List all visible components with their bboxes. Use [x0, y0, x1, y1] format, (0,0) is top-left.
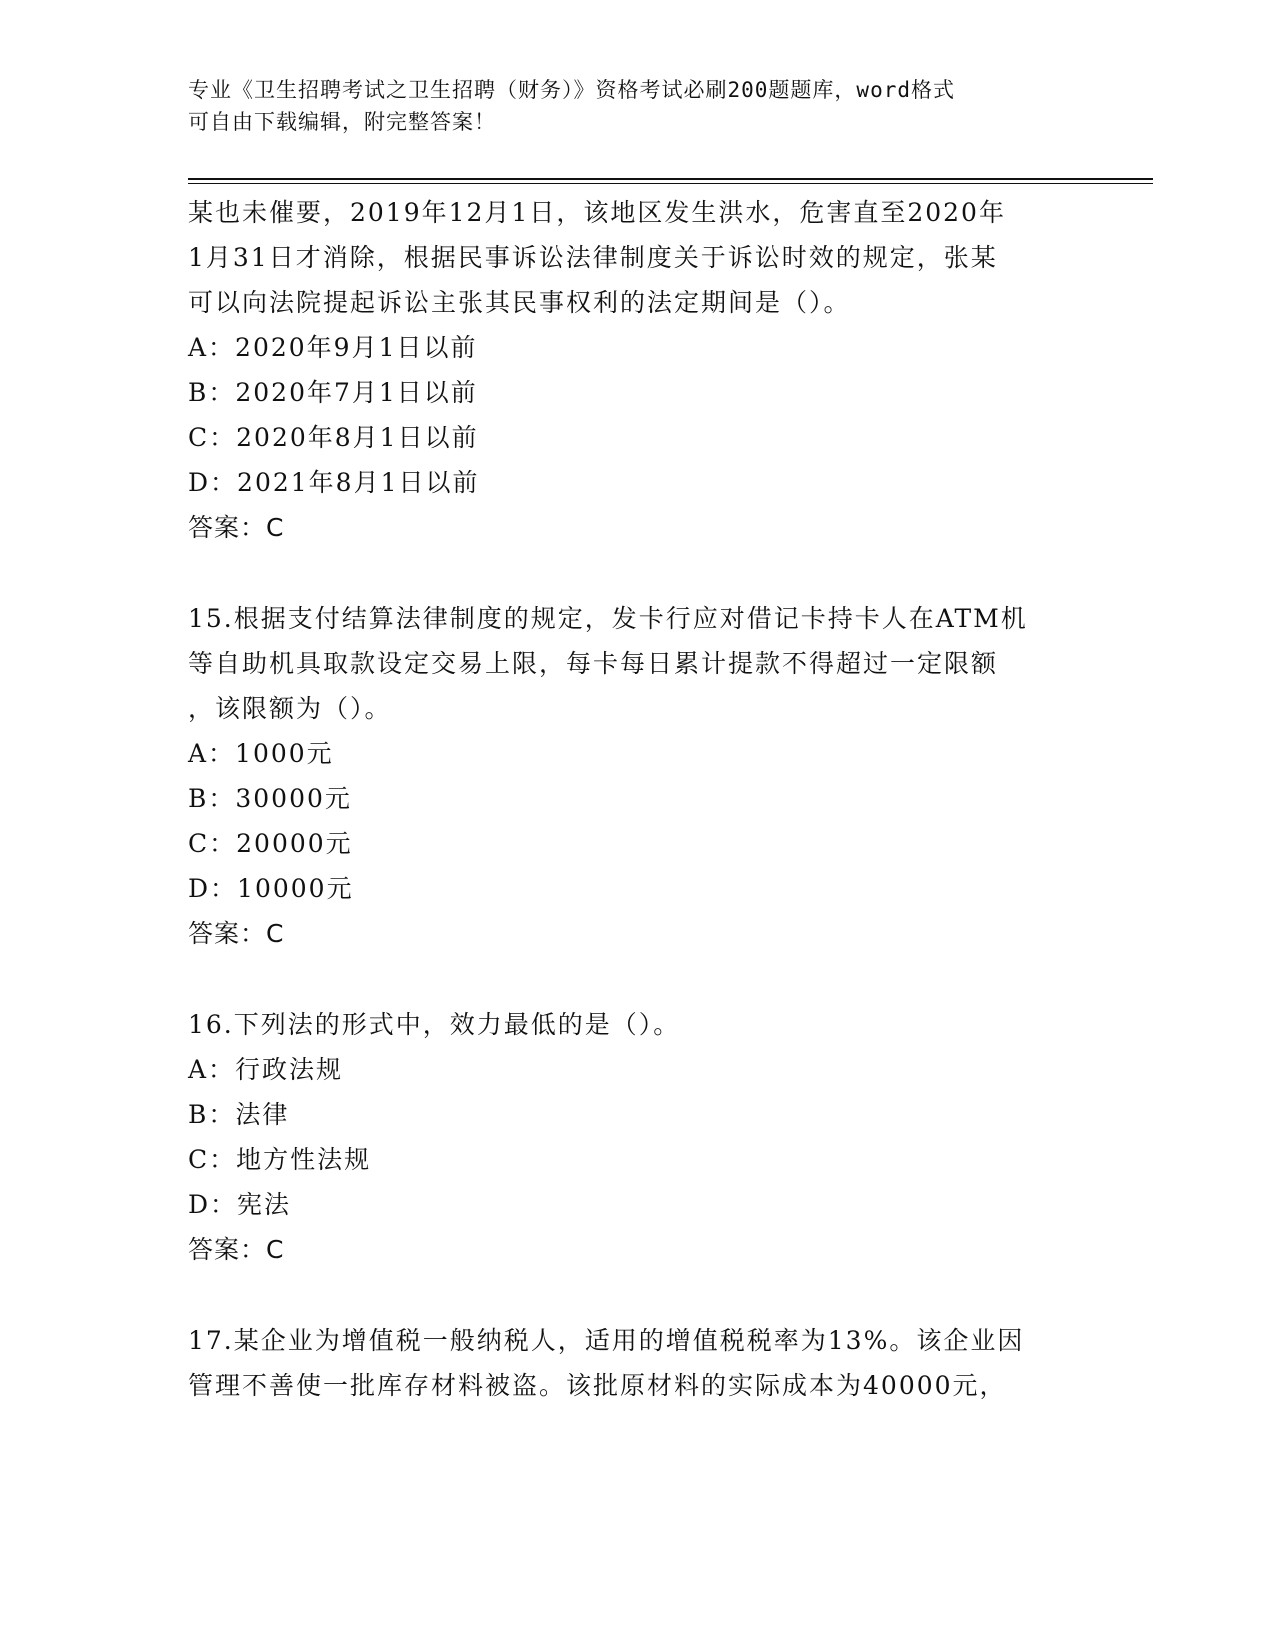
header-rule-thin — [188, 183, 1153, 184]
question-text-line: 管理不善使一批库存材料被盗。该批原材料的实际成本为40000元， — [188, 1371, 1007, 1400]
question-text-line: 1月31日才消除，根据民事诉讼法律制度关于诉讼时效的规定，张某 — [188, 243, 998, 272]
question-text-line: 17.某企业为增值税一般纳税人，适用的增值税税率为13%。该企业因 — [188, 1326, 1025, 1355]
question-17 — [188, 1318, 1088, 1408]
option-a: A：1000元 — [188, 739, 334, 768]
spacer — [188, 956, 1088, 1002]
option-b: B：30000元 — [188, 784, 352, 813]
question-16 — [188, 1002, 1088, 1272]
option-a: A：2020年9月1日以前 — [188, 333, 478, 362]
page-content — [188, 190, 1088, 1408]
answer: 答案：C — [188, 919, 285, 948]
option-d: D：2021年8月1日以前 — [188, 468, 480, 497]
option-c: C：地方性法规 — [188, 1145, 372, 1174]
option-a: A：行政法规 — [188, 1055, 344, 1084]
option-b: B：法律 — [188, 1100, 290, 1129]
header-title-line-1: 专业《卫生招聘考试之卫生招聘（财务）》资格考试必刷200题题库，word格式 — [188, 78, 955, 102]
question-text-line: 某也未催要，2019年12月1日，该地区发生洪水，危害直至2020年 — [188, 198, 1006, 227]
question-15 — [188, 596, 1088, 956]
option-d: D：10000元 — [188, 874, 354, 903]
page-header — [188, 74, 1068, 138]
question-text-line: 16.下列法的形式中，效力最低的是（）。 — [188, 1010, 681, 1039]
spacer — [188, 550, 1088, 596]
question-14 — [188, 190, 1088, 550]
question-text-line: ，该限额为（）。 — [188, 694, 392, 723]
header-rule-thick — [188, 178, 1153, 180]
option-c: C：20000元 — [188, 829, 353, 858]
question-text-line: 15.根据支付结算法律制度的规定，发卡行应对借记卡持卡人在ATM机 — [188, 604, 1028, 633]
answer: 答案：C — [188, 513, 285, 542]
header-title-line-2: 可自由下载编辑，附完整答案！ — [188, 110, 496, 134]
option-d: D：宪法 — [188, 1190, 292, 1219]
option-c: C：2020年8月1日以前 — [188, 423, 479, 452]
question-text-line: 等自助机具取款设定交易上限，每卡每日累计提款不得超过一定限额 — [188, 649, 999, 678]
spacer — [188, 1272, 1088, 1318]
answer: 答案：C — [188, 1235, 285, 1264]
question-text-line: 可以向法院提起诉讼主张其民事权利的法定期间是（）。 — [188, 288, 851, 317]
option-b: B：2020年7月1日以前 — [188, 378, 478, 407]
